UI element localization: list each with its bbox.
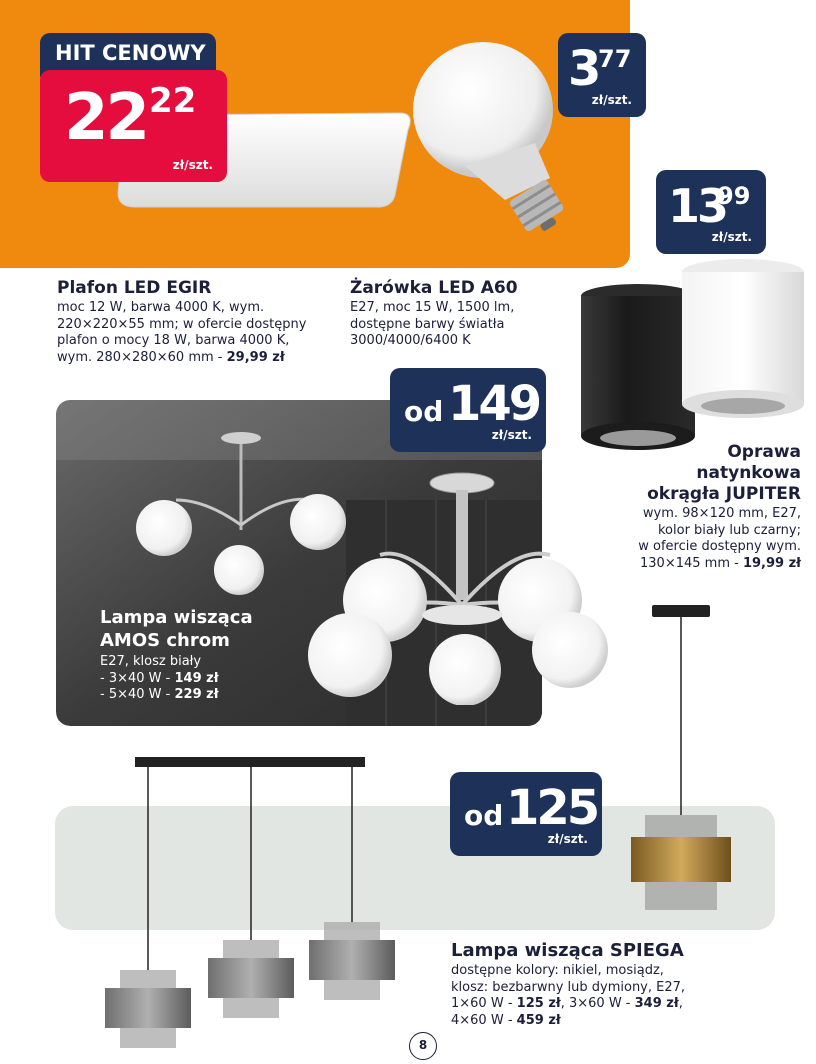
plafon-price-tag <box>40 70 227 182</box>
jupiter-lamps-image <box>578 258 808 458</box>
spiega-desc-price: 125 zł <box>516 996 561 1011</box>
plafon-desc-line: wym. 280×280×60 mm - <box>57 349 227 365</box>
bulb-info <box>350 278 570 350</box>
amos-info <box>100 606 300 704</box>
amos-desc-line: E27, klosz biały <box>100 654 202 669</box>
spiega-desc-part: 4×60 W - <box>451 1012 517 1028</box>
plafon-alt-price: 29,99 zł <box>226 349 285 365</box>
plafon-title: Plafon LED EGIR <box>57 278 212 298</box>
jupiter-alt-price: 19,99 zł <box>742 555 801 571</box>
bulb-price-tag <box>558 33 646 117</box>
plafon-price-int: 22 <box>64 81 148 155</box>
amos-title-line: AMOS chrom <box>100 630 230 651</box>
plafon-price-dec: 22 <box>149 81 197 121</box>
plafon-info <box>57 278 337 366</box>
led-bulb-image <box>405 38 580 233</box>
spiega-desc-part: , 3×60 W - <box>560 996 635 1011</box>
spiega-title: Lampa wisząca SPIEGA <box>451 940 684 961</box>
amos-variant-price: 149 zł <box>174 670 219 686</box>
spiega-triple-pendant-image <box>100 752 410 1057</box>
bulb-desc-line: dostępne barwy światła <box>350 316 505 332</box>
amos-variant-price: 229 zł <box>174 687 219 702</box>
spiega-desc-part: , <box>678 996 683 1011</box>
amos-price-unit: zł/szt. <box>491 428 532 442</box>
bulb-price-int: 3 <box>568 41 599 97</box>
jupiter-price-dec: 99 <box>717 182 751 210</box>
spiega-price-unit: zł/szt. <box>547 832 588 846</box>
amos-variant: - 5×40 W - <box>100 687 175 702</box>
page-number: 8 <box>409 1032 437 1060</box>
plafon-desc-line: moc 12 W, barwa 4000 K, wym. <box>57 300 265 315</box>
bulb-title: Żarówka LED A60 <box>350 278 518 298</box>
amos-variant: - 3×40 W - <box>100 670 175 686</box>
jupiter-desc-line: w ofercie dostępny wym. <box>638 539 801 554</box>
jupiter-desc-line: wym. 98×120 mm, E27, <box>642 506 801 521</box>
plafon-price-unit: zł/szt. <box>172 158 213 172</box>
plafon-desc-line: plafon o mocy 18 W, barwa 4000 K, <box>57 333 290 348</box>
amos-price-tag <box>390 368 546 452</box>
spiega-price-int: 125 <box>506 780 598 836</box>
spiega-price-prefix: od <box>464 799 504 832</box>
spiega-info <box>451 940 771 1029</box>
bulb-desc-line: E27, moc 15 W, 1500 lm, <box>350 300 515 315</box>
spiega-desc-price: 459 zł <box>516 1012 561 1028</box>
jupiter-title-line: Oprawa <box>727 442 801 462</box>
spiega-desc-part: 1×60 W - <box>451 996 517 1011</box>
bulb-price-unit: zł/szt. <box>591 93 632 107</box>
spiega-single-pendant-image <box>625 600 745 915</box>
bulb-desc-line: 3000/4000/6400 K <box>350 333 471 348</box>
spiega-desc-line: dostępne kolory: nikiel, mosiądz, <box>451 963 664 978</box>
bulb-price-dec: 77 <box>598 45 632 73</box>
amos-price-prefix: od <box>404 395 444 428</box>
plafon-desc-line: 220×220×55 mm; w ofercie dostępny <box>57 316 307 332</box>
hit-cenowy-label: HIT CENOWY <box>55 41 206 65</box>
jupiter-price-unit: zł/szt. <box>711 230 752 244</box>
amos-title-line: Lampa wisząca <box>100 607 253 628</box>
jupiter-desc-line: kolor biały lub czarny; <box>657 522 801 538</box>
jupiter-desc-line: 130×145 mm - <box>640 555 743 571</box>
amos-price-int: 149 <box>448 376 540 432</box>
amos-chandelier-image <box>300 455 620 705</box>
jupiter-price-tag <box>656 170 766 254</box>
spiega-desc-line: klosz: bezbarwny lub dymiony, E27, <box>451 979 686 995</box>
jupiter-price-int: 13 <box>668 179 727 233</box>
jupiter-title-line: okrągła JUPITER <box>647 484 801 504</box>
jupiter-title-line: natynkowa <box>696 463 801 483</box>
spiega-price-tag <box>450 772 602 856</box>
spiega-desc-price: 349 zł <box>634 996 679 1011</box>
